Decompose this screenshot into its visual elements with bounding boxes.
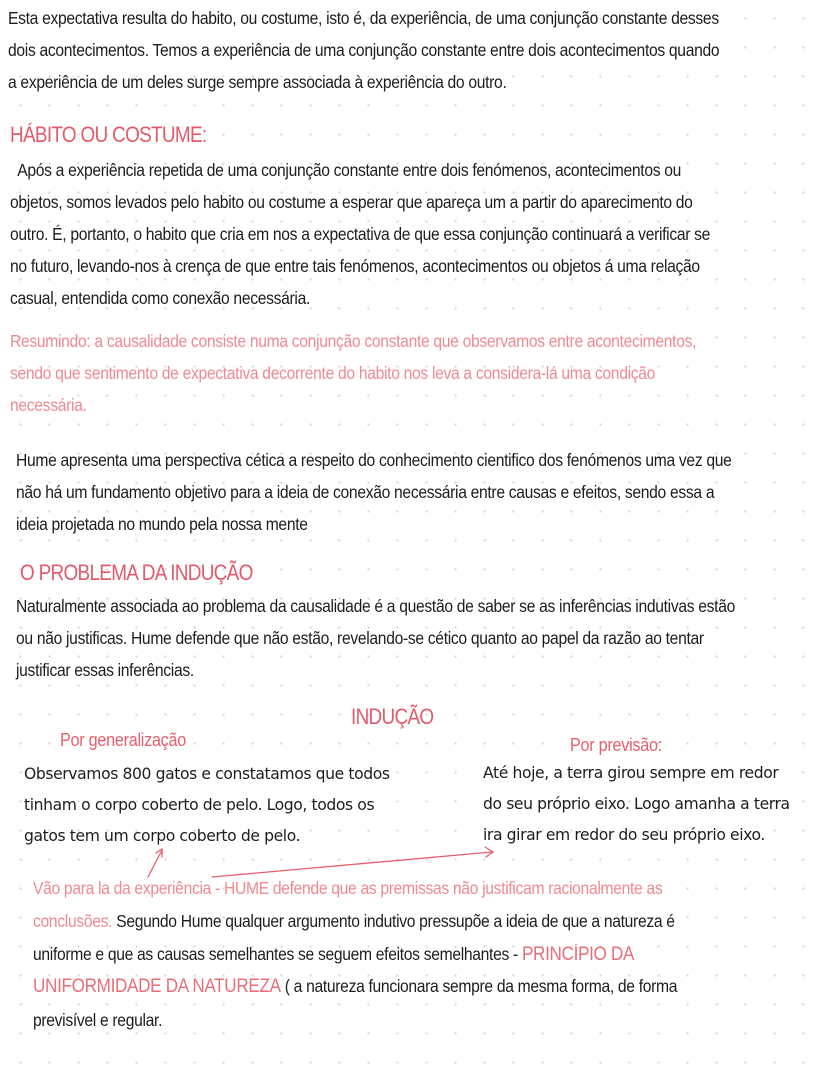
habito-line: no futuro, levando-nos à crença de que entre tais fenómenos, acontecimentos ou objetos á uma relação [10, 256, 700, 276]
habito-line: objetos, somos levados pelo habito ou costume a esperar que apareça um a partir do aparecimento do [10, 192, 693, 212]
uniformidade-highlight: UNIFORMIDADE DA NATUREZA [33, 976, 281, 997]
habito-line: casual, entendida como conexão necessária. [10, 288, 311, 308]
intro-line: dois acontecimentos. Temos a experiência de uma conjunção constante entre dois acontecimentos quando [8, 40, 720, 60]
habito-line: Após a experiência repetida de uma conjunção constante entre dois fenómenos, acontecimentos ou [10, 160, 682, 180]
habito-line: outro. É, portanto, o habito que cria em nos a expectativa de que essa conjunção continuará a verificar se [10, 224, 711, 244]
conclusao-line: conclusões. Segundo Hume qualquer argumento indutivo pressupõe a ideia de que a natureza é [33, 911, 675, 931]
intro-line: a experiência de um deles surge sempre associada à experiência do outro. [8, 72, 507, 92]
conclusao-line: Vão para la da experiência - HUME defende que as premissas não justificam racionalmente as [33, 878, 663, 898]
previsao-line: do seu próprio eixo. Logo amanha a terra [483, 795, 790, 813]
principio-highlight: PRINCÍPIO DA [521, 944, 635, 965]
previsao-line: Até hoje, a terra girou sempre em redor [483, 764, 779, 782]
conclusao-line: previsível e regular. [33, 1010, 163, 1030]
conclusao-line: uniforme e que as causas semelhantes se seguem efeitos semelhantes - PRINCÍPIO DA [33, 944, 635, 965]
conclusoes-highlight: conclusões. [33, 911, 113, 931]
arrow-icon-to-previsao [212, 847, 493, 877]
summary-line: sendo que sentimento de expectativa decorrente do habito nos leva a considera-lá uma condição [10, 363, 656, 383]
generalizacao-line: tinham o corpo coberto de pelo. Logo, todos os [24, 796, 375, 814]
conclusao-line: UNIFORMIDADE DA NATUREZA ( a natureza funcionara sempre da mesma forma, de forma [33, 976, 678, 997]
heading-habito-ou-costume: HÁBITO OU COSTUME: [10, 122, 207, 147]
label-por-previsao: Por previsão: [570, 735, 662, 755]
arrow-icon-to-generalizacao [148, 849, 162, 877]
problema-line: justificar essas inferências. [16, 660, 194, 680]
hume-line: Hume apresenta uma perspectiva cética a respeito do conhecimento cientifico dos fenómenos uma vez que [16, 450, 732, 470]
label-por-generalizacao: Por generalização [60, 730, 186, 750]
heading-problema-da-inducao: O PROBLEMA DA INDUÇÃO [20, 560, 253, 585]
hume-line: ideia projetada no mundo pela nossa mente [16, 514, 308, 534]
heading-inducao: INDUÇÃO [351, 704, 434, 729]
generalizacao-line: gatos tem um corpo coberto de pelo. [24, 827, 301, 845]
intro-line: Esta expectativa resulta do habito, ou costume, isto é, da experiência, de uma conjunção constante desses [8, 8, 719, 28]
hume-line: não há um fundamento objetivo para a ideia de conexão necessária entre causas e efeitos, sendo essa a [16, 482, 715, 502]
previsao-line: ira girar em redor do seu próprio eixo. [483, 826, 765, 844]
summary-line: Resumindo: a causalidade consiste numa conjunção constante que observamos entre acontecimentos, [10, 331, 697, 351]
problema-line: Naturalmente associada ao problema da causalidade é a questão de saber se as inferências indutivas estão [16, 596, 736, 616]
problema-line: ou não justificas. Hume defende que não estão, revelando-se cético quanto ao papel da razão ao tentar [16, 628, 704, 648]
summary-line: necessária. [10, 395, 87, 415]
generalizacao-line: Observamos 800 gatos e constatamos que todos [24, 765, 390, 783]
